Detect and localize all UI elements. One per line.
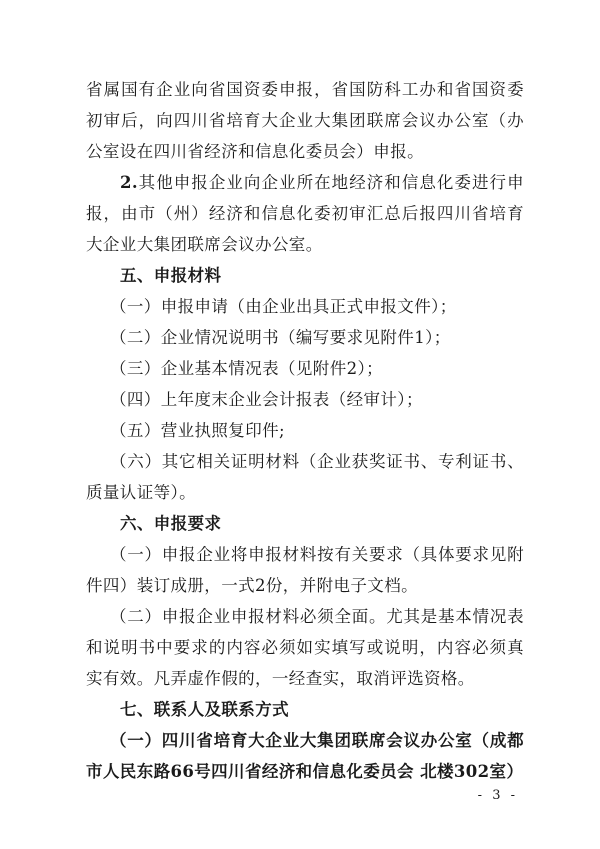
materials-item: （六）其它相关证明材料（企业获奖证书、专利证书、质量认证等）。 <box>86 452 524 502</box>
section-heading-requirements: 六、申报要求 <box>120 514 222 533</box>
materials-item: （五）营业执照复印件; <box>110 421 285 440</box>
requirements-item: （一）申报企业将申报材料按有关要求（具体要求见附件四）装订成册，一式2份，并附电子文档。 <box>86 545 524 595</box>
section-heading-materials: 五、申报材料 <box>120 266 222 285</box>
paragraph-provincial-soe: 省属国有企业向省国资委申报，省国防科工办和省国资委初审后，向四川省培育大企业大集团联席会议办公室（办公室设在四川省经济和信息化委员会）申报。 <box>86 80 524 161</box>
materials-item: （一）申报申请（由企业出具正式申报文件）； <box>110 297 457 316</box>
section-heading-contacts: 七、联系人及联系方式 <box>120 700 289 719</box>
materials-item: （三）企业基本情况表（见附件2）； <box>110 359 384 378</box>
paragraph-number: 2. <box>120 173 139 192</box>
contact-office: （一）四川省培育大企业大集团联席会议办公室（成都市人民东路66号四川省经济和信息化委员会 北楼302室） <box>86 731 524 781</box>
document-body <box>86 74 524 787</box>
page-number: - 3 - <box>477 788 518 803</box>
materials-item: （二）企业情况说明书（编写要求见附件1）； <box>110 328 451 347</box>
paragraph-text: 其他申报企业向企业所在地经济和信息化委进行申报，由市（州）经济和信息化委初审汇总后报四川省培育大企业大集团联席会议办公室。 <box>86 173 524 254</box>
paragraph-other-enterprises <box>86 167 524 260</box>
materials-item: （四）上年度末企业会计报表（经审计）； <box>110 390 423 409</box>
requirements-item: （二）申报企业申报材料必须全面。尤其是基本情况表和说明书中要求的内容必须如实填写或说明，内容必须真实有效。凡弄虚作假的，一经查实，取消评选资格。 <box>86 607 524 688</box>
